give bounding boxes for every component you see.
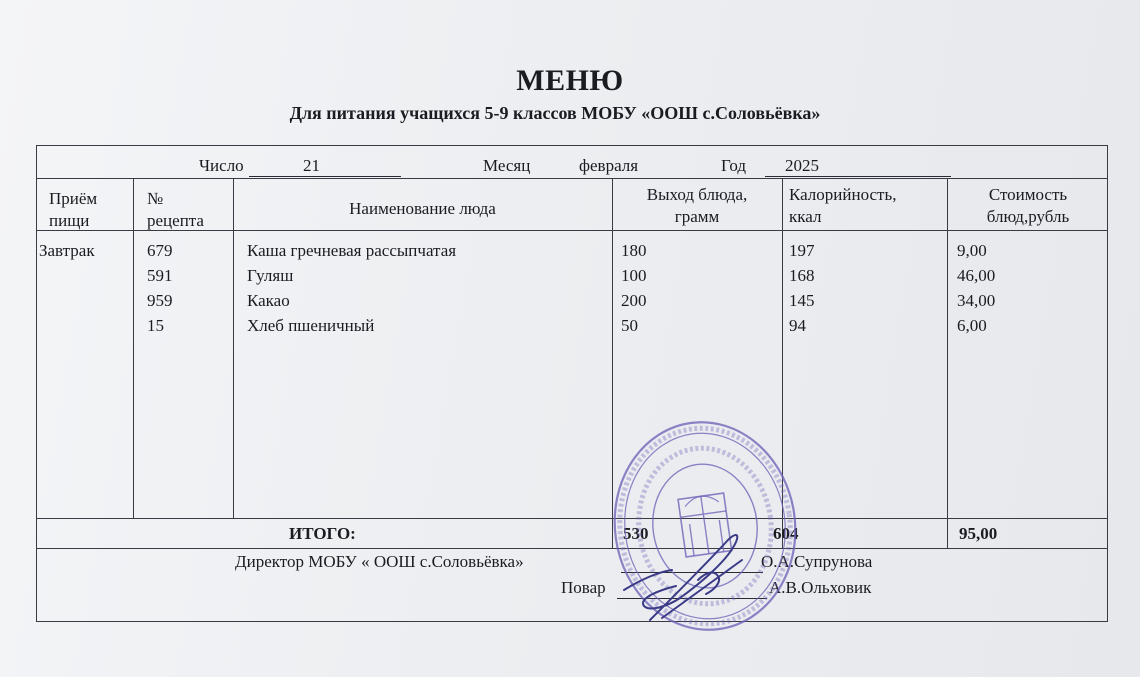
menu-sheet bbox=[36, 145, 1108, 622]
header-recipe: № рецепта bbox=[147, 189, 204, 230]
calories-cell: 197 bbox=[789, 241, 815, 260]
cost-cell: 6,00 bbox=[957, 316, 987, 335]
col-line-5 bbox=[947, 178, 948, 548]
day-value: 21 bbox=[303, 156, 320, 175]
recipe-cell: 959 bbox=[147, 291, 173, 310]
rule-total bbox=[37, 548, 1107, 549]
recipe-cell: 591 bbox=[147, 266, 173, 285]
director-signature bbox=[610, 520, 760, 630]
day-underline bbox=[249, 176, 401, 177]
year-underline bbox=[765, 176, 951, 177]
header-meal: Приём пищи bbox=[49, 189, 98, 230]
cost-cell: 34,00 bbox=[957, 291, 996, 310]
recipe-cell: 15 bbox=[147, 316, 164, 335]
director-label: Директор МОБУ « ООШ с.Соловьёвка» bbox=[235, 552, 524, 571]
month-label: Месяц bbox=[483, 156, 531, 175]
dish-name-cell: Гуляш bbox=[247, 266, 294, 285]
header-name: Наименование люда bbox=[349, 199, 496, 218]
director-name: О.А.Супрунова bbox=[761, 552, 873, 571]
cook-label: Повар bbox=[561, 578, 606, 597]
calories-cell: 145 bbox=[789, 291, 815, 310]
cost-cell: 46,00 bbox=[957, 266, 996, 285]
dish-name-cell: Хлеб пшеничный bbox=[247, 316, 375, 335]
calories-cell: 168 bbox=[789, 266, 815, 285]
dish-name-cell: Какао bbox=[247, 291, 290, 310]
calories-cell: 94 bbox=[789, 316, 806, 335]
recipe-cell: 679 bbox=[147, 241, 173, 260]
month-value: февраля bbox=[579, 156, 639, 175]
total-calories: 604 bbox=[773, 524, 799, 543]
header-yield: Выход блюда, грамм bbox=[646, 185, 748, 226]
year-value: 2025 bbox=[785, 156, 819, 175]
meal-name: Завтрак bbox=[39, 241, 95, 260]
col-line-1 bbox=[133, 178, 134, 518]
document-subtitle: Для питания учащихся 5-9 классов МОБУ «ООШ с.Соловьёвка» bbox=[289, 103, 821, 123]
cook-name: А.В.Ольховик bbox=[769, 578, 872, 597]
year-label: Год bbox=[721, 156, 746, 175]
document-title: МЕНЮ bbox=[516, 64, 624, 97]
cost-cell: 9,00 bbox=[957, 241, 987, 260]
header-cost: Стоимость блюд,рубль bbox=[986, 185, 1070, 226]
yield-cell: 50 bbox=[621, 316, 638, 335]
header-calories: Калорийность, ккал bbox=[789, 185, 897, 226]
day-label: Число bbox=[199, 156, 244, 175]
col-line-2 bbox=[233, 178, 234, 518]
total-label: ИТОГО: bbox=[289, 524, 356, 543]
yield-cell: 180 bbox=[621, 241, 647, 260]
yield-cell: 100 bbox=[621, 266, 647, 285]
total-yield: 530 bbox=[623, 524, 649, 543]
yield-cell: 200 bbox=[621, 291, 647, 310]
dish-name-cell: Каша гречневая рассыпчатая bbox=[247, 241, 457, 260]
total-cost: 95,00 bbox=[959, 524, 998, 543]
